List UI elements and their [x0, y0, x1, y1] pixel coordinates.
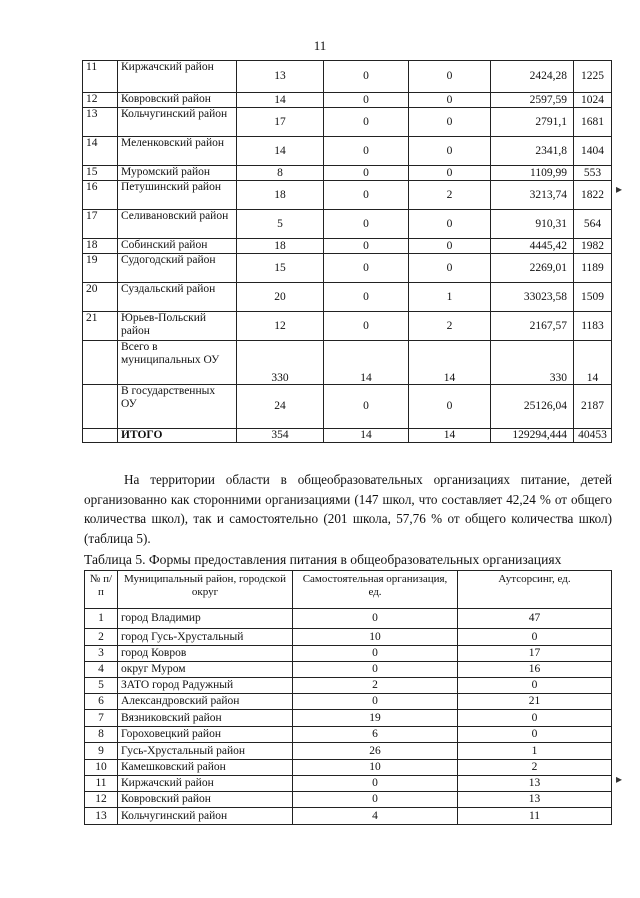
cell-value: 18	[237, 181, 324, 210]
district-name: Киржачский район	[118, 776, 293, 792]
header-district: Муниципальный район, городской округ	[118, 571, 293, 609]
row-number: 12	[85, 792, 118, 808]
row-number: 20	[83, 283, 118, 312]
table-row	[83, 210, 612, 239]
row-number: 1	[85, 609, 118, 629]
cell-value: 2597,59	[491, 93, 574, 108]
header-number: № п/п	[85, 571, 118, 609]
row-number: 13	[85, 808, 118, 825]
row-number: 17	[83, 210, 118, 239]
district-name: В государственных ОУ	[118, 385, 237, 429]
outsourcing-count: 16	[458, 662, 612, 678]
cell-value: 0	[409, 61, 491, 93]
district-name: Всего в муниципальных ОУ	[118, 341, 237, 385]
cell-value: 40453	[574, 429, 612, 443]
row-number: 9	[85, 743, 118, 760]
table-row	[83, 341, 612, 385]
cell-value: 0	[409, 254, 491, 283]
table-row	[85, 662, 612, 678]
outsourcing-count: 0	[458, 678, 612, 694]
cell-value: 0	[409, 239, 491, 254]
outsourcing-count: 11	[458, 808, 612, 825]
district-name: Петушинский район	[118, 181, 237, 210]
cell-value: 1404	[574, 137, 612, 166]
margin-mark: ▸	[616, 182, 623, 196]
table-row	[85, 629, 612, 646]
row-number: 16	[83, 181, 118, 210]
row-number: 18	[83, 239, 118, 254]
row-number	[83, 429, 118, 443]
table-row	[83, 108, 612, 137]
cell-value: 1509	[574, 283, 612, 312]
outsourcing-count: 2	[458, 760, 612, 776]
cell-value: 14	[324, 341, 409, 385]
header-outsourcing: Аутсорсинг, ед.	[458, 571, 612, 609]
district-name: Селивановский район	[118, 210, 237, 239]
row-number: 10	[85, 760, 118, 776]
table-row	[85, 678, 612, 694]
row-number: 7	[85, 710, 118, 727]
table-row	[83, 137, 612, 166]
district-name: Вязниковский район	[118, 710, 293, 727]
meal-provision-table	[84, 570, 612, 825]
outsourcing-count: 0	[458, 629, 612, 646]
district-name: город Ковров	[118, 646, 293, 662]
table5-caption: Таблица 5. Формы предоставления питания в общеобразовательных организациях	[84, 552, 562, 567]
district-name: Киржачский район	[118, 61, 237, 93]
cell-value: 2	[409, 181, 491, 210]
district-name: Александровский район	[118, 694, 293, 710]
cell-value: 20	[237, 283, 324, 312]
cell-value: 1024	[574, 93, 612, 108]
self-organized-count: 0	[293, 662, 458, 678]
table-row	[83, 166, 612, 181]
district-name: ЗАТО город Радужный	[118, 678, 293, 694]
paragraph-text: На территории области в общеобразовательных организациях питание, детей организованно как сторонними организациями (147 школ, что составляет 42,24 % от общего количества школ), так и самостоятельно (201 школа, 57,76 % от общего количества школ) (таблица 5).	[84, 472, 612, 546]
self-organized-count: 10	[293, 760, 458, 776]
cell-value: 354	[237, 429, 324, 443]
district-name: Камешковский район	[118, 760, 293, 776]
self-organized-count: 26	[293, 743, 458, 760]
table-row	[83, 385, 612, 429]
cell-value: 1183	[574, 312, 612, 341]
table-row	[83, 283, 612, 312]
cell-value: 0	[409, 385, 491, 429]
cell-value: 0	[324, 108, 409, 137]
cell-value: 14	[237, 137, 324, 166]
table-row	[85, 743, 612, 760]
cell-value: 0	[324, 137, 409, 166]
outsourcing-count: 17	[458, 646, 612, 662]
cell-value: 0	[324, 181, 409, 210]
outsourcing-count: 13	[458, 792, 612, 808]
self-organized-count: 0	[293, 694, 458, 710]
table-row	[85, 694, 612, 710]
self-organized-count: 6	[293, 727, 458, 743]
district-stats-table	[82, 60, 612, 443]
cell-value: 13	[237, 61, 324, 93]
outsourcing-count: 1	[458, 743, 612, 760]
cell-value: 1189	[574, 254, 612, 283]
district-name: Гороховецкий район	[118, 727, 293, 743]
cell-value: 0	[324, 93, 409, 108]
outsourcing-count: 47	[458, 609, 612, 629]
self-organized-count: 0	[293, 776, 458, 792]
district-name: округ Муром	[118, 662, 293, 678]
cell-value: 24	[237, 385, 324, 429]
cell-value: 0	[409, 93, 491, 108]
table-row	[85, 776, 612, 792]
outsourcing-count: 0	[458, 710, 612, 727]
cell-value: 2	[409, 312, 491, 341]
cell-value: 3213,74	[491, 181, 574, 210]
table-row	[85, 760, 612, 776]
header-self-organized: Самостоятельная организация, ед.	[293, 571, 458, 609]
cell-value: 25126,04	[491, 385, 574, 429]
table-row	[83, 254, 612, 283]
district-name: Ковровский район	[118, 792, 293, 808]
cell-value: 2424,28	[491, 61, 574, 93]
table-row	[83, 93, 612, 108]
district-name: Ковровский район	[118, 93, 237, 108]
cell-value: 0	[324, 61, 409, 93]
table-row	[83, 239, 612, 254]
cell-value: 12	[237, 312, 324, 341]
table-row	[85, 808, 612, 825]
district-name: Кольчугинский район	[118, 108, 237, 137]
outsourcing-count: 13	[458, 776, 612, 792]
cell-value: 0	[324, 312, 409, 341]
district-name: Собинский район	[118, 239, 237, 254]
body-paragraph	[84, 470, 612, 548]
row-number: 21	[83, 312, 118, 341]
cell-value: 0	[409, 210, 491, 239]
table-row	[85, 609, 612, 629]
cell-value: 1982	[574, 239, 612, 254]
cell-value: 8	[237, 166, 324, 181]
district-name: Муромский район	[118, 166, 237, 181]
cell-value: 0	[324, 210, 409, 239]
row-number: 19	[83, 254, 118, 283]
cell-value: 33023,58	[491, 283, 574, 312]
row-number: 8	[85, 727, 118, 743]
cell-value: 330	[237, 341, 324, 385]
table5-header-row	[85, 571, 612, 609]
cell-value: 0	[324, 283, 409, 312]
table-row	[83, 429, 612, 443]
row-number: 6	[85, 694, 118, 710]
self-organized-count: 19	[293, 710, 458, 727]
cell-value: 2791,1	[491, 108, 574, 137]
self-organized-count: 4	[293, 808, 458, 825]
row-number: 15	[83, 166, 118, 181]
cell-value: 0	[324, 254, 409, 283]
cell-value: 14	[409, 429, 491, 443]
row-number: 11	[83, 61, 118, 93]
cell-value: 1	[409, 283, 491, 312]
cell-value: 2269,01	[491, 254, 574, 283]
cell-value: 14	[409, 341, 491, 385]
page-number: 11	[313, 38, 327, 53]
cell-value: 0	[409, 166, 491, 181]
district-name: ИТОГО	[118, 429, 237, 443]
cell-value: 1681	[574, 108, 612, 137]
cell-value: 14	[324, 429, 409, 443]
district-name: Гусь-Хрустальный район	[118, 743, 293, 760]
cell-value: 0	[409, 137, 491, 166]
self-organized-count: 0	[293, 609, 458, 629]
district-name: Суздальский район	[118, 283, 237, 312]
cell-value: 0	[409, 108, 491, 137]
row-number: 11	[85, 776, 118, 792]
district-name: город Владимир	[118, 609, 293, 629]
margin-mark: ▸	[616, 772, 623, 786]
outsourcing-count: 21	[458, 694, 612, 710]
cell-value: 330	[491, 341, 574, 385]
district-name: город Гусь-Хрустальный	[118, 629, 293, 646]
cell-value: 0	[324, 166, 409, 181]
row-number	[83, 385, 118, 429]
row-number: 5	[85, 678, 118, 694]
district-name: Юрьев-Польский район	[118, 312, 237, 341]
cell-value: 5	[237, 210, 324, 239]
cell-value: 1109,99	[491, 166, 574, 181]
cell-value: 553	[574, 166, 612, 181]
table-row	[85, 727, 612, 743]
cell-value: 1822	[574, 181, 612, 210]
outsourcing-count: 0	[458, 727, 612, 743]
row-number: 3	[85, 646, 118, 662]
cell-value: 1225	[574, 61, 612, 93]
cell-value: 129294,444	[491, 429, 574, 443]
self-organized-count: 10	[293, 629, 458, 646]
row-number: 4	[85, 662, 118, 678]
table-row	[85, 710, 612, 727]
self-organized-count: 0	[293, 646, 458, 662]
district-name: Меленковский район	[118, 137, 237, 166]
cell-value: 15	[237, 254, 324, 283]
row-number: 13	[83, 108, 118, 137]
cell-value: 910,31	[491, 210, 574, 239]
row-number: 14	[83, 137, 118, 166]
row-number: 12	[83, 93, 118, 108]
cell-value: 17	[237, 108, 324, 137]
row-number: 2	[85, 629, 118, 646]
table-row	[85, 792, 612, 808]
cell-value: 564	[574, 210, 612, 239]
cell-value: 2167,57	[491, 312, 574, 341]
cell-value: 14	[574, 341, 612, 385]
cell-value: 0	[324, 385, 409, 429]
row-number	[83, 341, 118, 385]
self-organized-count: 2	[293, 678, 458, 694]
cell-value: 18	[237, 239, 324, 254]
district-name: Судогодский район	[118, 254, 237, 283]
table-row	[85, 646, 612, 662]
table-row	[83, 181, 612, 210]
self-organized-count: 0	[293, 792, 458, 808]
cell-value: 0	[324, 239, 409, 254]
cell-value: 2187	[574, 385, 612, 429]
district-name: Кольчугинский район	[118, 808, 293, 825]
cell-value: 2341,8	[491, 137, 574, 166]
table-row	[83, 61, 612, 93]
cell-value: 4445,42	[491, 239, 574, 254]
cell-value: 14	[237, 93, 324, 108]
table-row	[83, 312, 612, 341]
